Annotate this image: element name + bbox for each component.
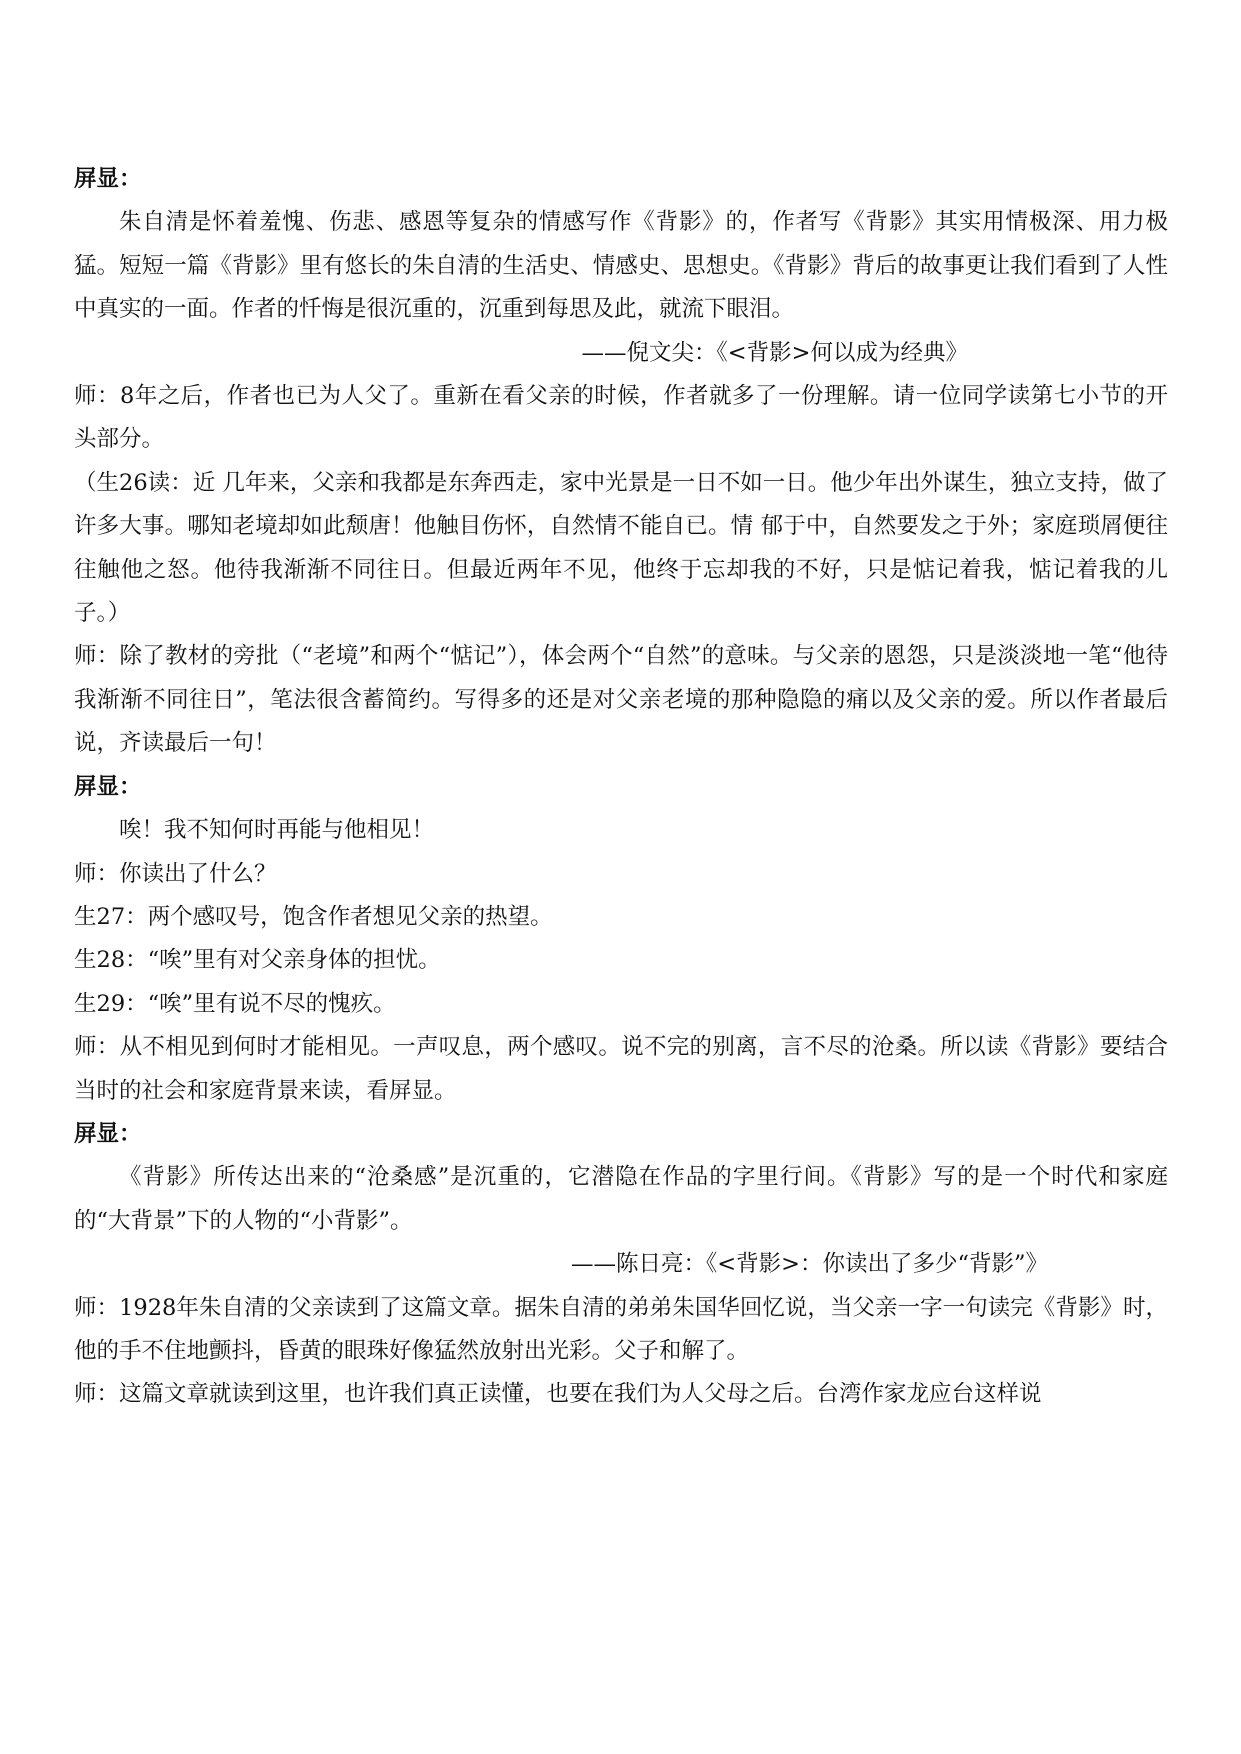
teacher-paragraph-2: 师：除了教材的旁批（“老境”和两个“惦记”），体会两个“自然”的意味。与父亲的恩怨，只是淡淡地一笔“他待我渐渐不同往日”，笔法很含蓄简约。写得多的还是对父亲老境的那种隐隐的痛以及父亲的爱。所以作者最后说，齐读最后一句！ bbox=[74, 643, 1168, 757]
teacher-paragraph-4: 师：1928年朱自清的父亲读到了这篇文章。据朱自清的弟弟朱国华回忆说，当父亲一字一句读完《背影》时，他的手不住地颤抖，昏黄的眼珠好像猛然放射出光彩。父子和解了。 bbox=[74, 1294, 1168, 1364]
section-heading-1: 屏显： bbox=[74, 166, 142, 192]
teacher-question: 师：你读出了什么？ bbox=[74, 860, 277, 887]
document-page bbox=[74, 158, 1168, 1417]
student-answer-28: 生28：“唉”里有对父亲身体的担忧。 bbox=[74, 947, 441, 974]
teacher-paragraph-3: 师：从不相见到何时才能相见。一声叹息，两个感叹。说不完的别离，言不尽的沧桑。所以读《背影》要结合当时的社会和家庭背景来读，看屏显。 bbox=[74, 1034, 1168, 1104]
quote-paragraph-1: 朱自清是怀着羞愧、伤悲、感恩等复杂的情感写作《背影》的，作者写《背影》其实用情极深、用力极猛。短短一篇《背影》里有悠长的朱自清的生活史、情感史、思想史。《背影》背后的故事更让我们看到了人性中真实的一面。作者的忏悔是很沉重的，沉重到每思及此，就流下眼泪。 bbox=[74, 209, 1168, 323]
citation-1: ——倪文尖：《<背影>何以成为经典》 bbox=[581, 339, 968, 366]
student-reading-paragraph: （生26读：近 几年来，父亲和我都是东奔西走，家中光景是一日不如一日。他少年出外谋生，独立支持，做了许多大事。哪知老境却如此颓唐！他触目伤怀，自然情不能自已。情 郁于中，自然要发之于外；家庭琐屑便往往触他之怒。他待我渐渐不同往日。但最近两年不见，他终于忘却我的不好，只是惦记着我，惦记着我的儿子。） bbox=[74, 469, 1168, 627]
teacher-paragraph-1: 师：8年之后，作者也已为人父了。重新在看父亲的时候，作者就多了一份理解。请一位同学读第七小节的开头部分。 bbox=[74, 383, 1168, 453]
citation-2: ——陈日亮：《<背影>：你读出了多少“背影”》 bbox=[571, 1251, 1048, 1278]
section-heading-2: 屏显： bbox=[74, 773, 142, 800]
section-heading-3: 屏显： bbox=[74, 1120, 142, 1147]
quote-paragraph-2: 唉！我不知何时再能与他相见！ bbox=[119, 817, 435, 844]
teacher-paragraph-5: 师：这篇文章就读到这里，也许我们真正读懂，也要在我们为人父母之后。台湾作家龙应台这样说 bbox=[74, 1381, 1042, 1408]
quote-paragraph-3: 《背影》所传达出来的“沧桑感”是沉重的，它潜隐在作品的字里行间。《背影》写的是一个时代和家庭的“大背景”下的人物的“小背影”。 bbox=[74, 1164, 1168, 1234]
student-answer-29: 生29：“唉”里有说不尽的愧疚。 bbox=[74, 990, 396, 1017]
student-answer-27: 生27：两个感叹号，饱含作者想见父亲的热望。 bbox=[74, 903, 553, 930]
